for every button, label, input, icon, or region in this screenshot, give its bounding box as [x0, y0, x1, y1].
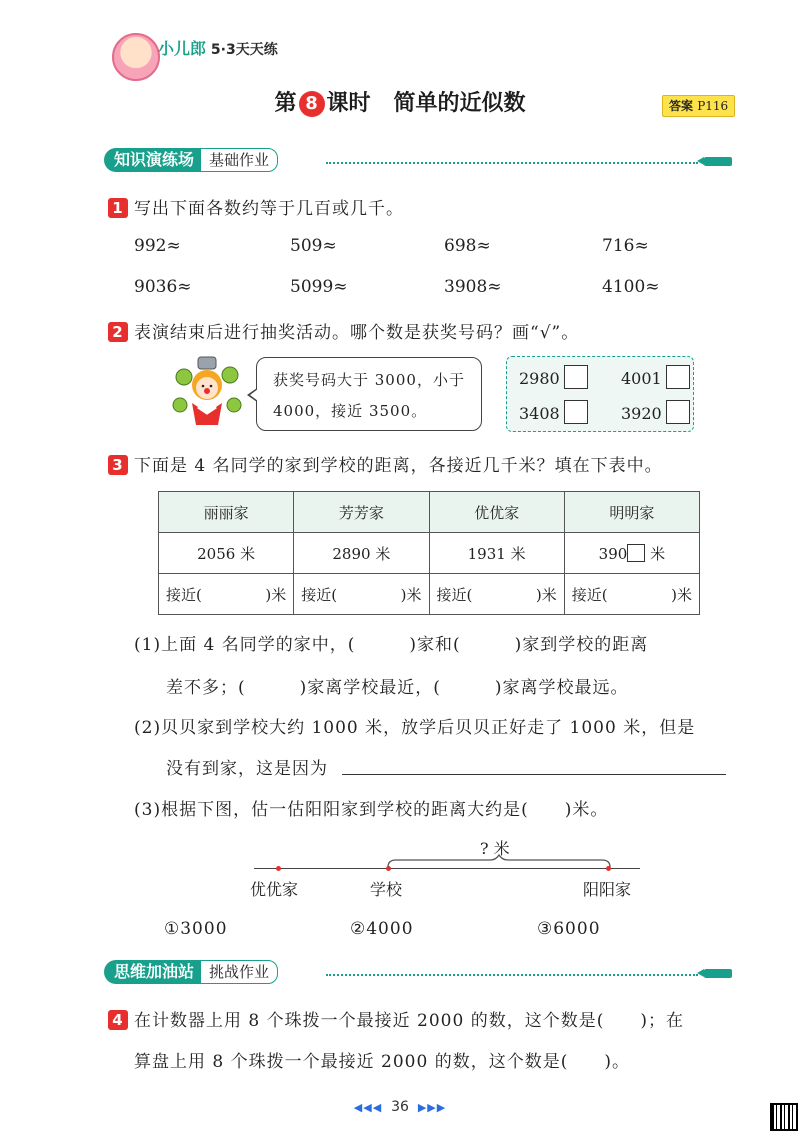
options-box: [506, 356, 694, 432]
question-number-badge: 3: [108, 455, 128, 475]
sub-question-2-line2: 没有到家，这是因为: [166, 759, 328, 779]
sub-question-3: (3)根据下图，估一估阳阳家到学校的距离大约是( )米。: [134, 800, 609, 820]
table-cell: [564, 533, 699, 574]
table-header-cell: 明明家: [564, 492, 699, 533]
section-title: 知识演练场: [104, 148, 202, 172]
approx-item: 992≈: [134, 236, 181, 256]
check-box[interactable]: [564, 365, 588, 389]
table-header-cell: 优优家: [429, 492, 564, 533]
check-box[interactable]: [564, 400, 588, 424]
table-row: [159, 533, 700, 574]
option-number: 4001: [621, 369, 662, 388]
brand-name: [158, 36, 278, 59]
section-header-basic: [104, 148, 734, 176]
choice-option[interactable]: ①3000: [164, 919, 228, 939]
choice-option[interactable]: ②4000: [350, 919, 414, 939]
option-number: 3408: [519, 404, 560, 423]
speech-bubble: [256, 357, 482, 431]
point-marker: [276, 866, 281, 871]
near-label: 接近(: [436, 585, 473, 604]
qr-code-icon: [770, 1103, 798, 1131]
brand-name-main: 小儿郎: [158, 39, 207, 58]
question-number-badge: 4: [108, 1010, 128, 1030]
option-number: 2980: [519, 369, 560, 388]
table-cell[interactable]: [429, 574, 564, 615]
option-item: [519, 400, 588, 424]
section-divider: [326, 974, 698, 976]
question-4-line2: 算盘上用 8 个珠拨一个最接近 2000 的数，这个数是( )。: [134, 1052, 630, 1072]
check-box[interactable]: [666, 400, 690, 424]
approx-item: 3908≈: [444, 277, 502, 297]
point-label: 优优家: [250, 880, 299, 899]
point-label: 学校: [370, 880, 403, 899]
question-3: [108, 451, 663, 476]
next-arrows-icon: ▶▶▶: [417, 1101, 447, 1114]
prev-arrows-icon: ◀◀◀: [353, 1101, 383, 1114]
unknown-distance-label: ? 米: [480, 839, 510, 858]
option-item: [621, 400, 690, 424]
page-number: [0, 1099, 800, 1115]
number-line: [254, 868, 640, 869]
lesson-number-badge: 8: [299, 91, 325, 117]
table-cell: 2890 米: [294, 533, 429, 574]
speech-line: 获奖号码大于 3000，小于: [273, 371, 465, 389]
answer-page: P116: [697, 99, 729, 113]
sub-question-1-line2: 差不多；( )家离学校最近，( )家离学校最远。: [166, 678, 629, 698]
table-cell[interactable]: [294, 574, 429, 615]
option-item: [519, 365, 588, 389]
section-divider: [326, 162, 698, 164]
near-label: 接近(: [166, 585, 202, 604]
sub-question-1-line1: (1)上面 4 名同学的家中，( )家和( )家到学校的距离: [134, 635, 649, 655]
distance-table: [158, 491, 700, 615]
near-label: 接近(: [301, 585, 338, 604]
table-cell[interactable]: [159, 574, 294, 615]
answer-badge: [662, 95, 735, 117]
approx-item: 716≈: [602, 236, 649, 256]
digit-box[interactable]: [627, 544, 645, 562]
pencil-icon: [704, 969, 732, 978]
near-unit: )米: [265, 585, 287, 604]
sub-question-2-line1: (2)贝贝家到学校大约 1000 米，放学后贝贝正好走了 1000 米，但是: [134, 718, 696, 738]
point-label: 阳阳家: [583, 880, 632, 899]
approx-item: 698≈: [444, 236, 491, 256]
question-text: 表演结束后进行抽奖活动。哪个数是获奖号码？画“√”。: [134, 323, 580, 343]
brand-mascot-icon: [112, 33, 160, 81]
table-cell: 1931 米: [429, 533, 564, 574]
brand-name-sub: 5·3天天练: [210, 42, 278, 58]
lesson-prefix: 第: [274, 91, 297, 116]
table-row: [159, 574, 700, 615]
question-text: 下面是 4 名同学的家到学校的距离，各接近几千米？填在下表中。: [134, 456, 663, 476]
answer-label: 答案: [669, 99, 694, 113]
near-unit: )米: [400, 585, 422, 604]
question-number-badge: 1: [108, 198, 128, 218]
page-number-value: 36: [391, 1099, 409, 1115]
table-cell: 2056 米: [159, 533, 294, 574]
speech-line: 4000，接近 3500。: [273, 402, 428, 420]
choice-option[interactable]: ③6000: [537, 919, 601, 939]
section-subtitle: 基础作业: [200, 148, 278, 172]
question-4: [108, 1006, 684, 1031]
question-2: [108, 318, 579, 343]
table-header-cell: 芳芳家: [294, 492, 429, 533]
option-number: 3920: [621, 404, 662, 423]
check-box[interactable]: [666, 365, 690, 389]
table-cell[interactable]: [564, 574, 699, 615]
near-unit: )米: [535, 585, 557, 604]
approx-item: 509≈: [290, 236, 337, 256]
lesson-title: 简单的近似数: [393, 91, 526, 116]
answer-blank-line[interactable]: [342, 774, 726, 775]
approx-item: 4100≈: [602, 277, 660, 297]
section-header-challenge: [104, 960, 734, 988]
partial-number: 390: [598, 544, 628, 563]
table-header-cell: 丽丽家: [159, 492, 294, 533]
option-item: [621, 365, 690, 389]
approx-item: 9036≈: [134, 277, 192, 297]
question-number-badge: 2: [108, 322, 128, 342]
question-text: 写出下面各数约等于几百或几千。: [134, 199, 404, 219]
table-header-row: [159, 492, 700, 533]
section-subtitle: 挑战作业: [200, 960, 278, 984]
question-1: [108, 194, 404, 219]
near-label: 接近(: [571, 585, 608, 604]
section-title: 思维加油站: [104, 960, 202, 984]
pencil-icon: [704, 157, 732, 166]
near-unit: )米: [671, 585, 692, 604]
approx-item: 5099≈: [290, 277, 348, 297]
lesson-suffix: 课时: [326, 91, 371, 116]
clown-illustration: [172, 355, 242, 427]
unit-label: 米: [650, 544, 666, 563]
question-text-line1: 在计数器上用 8 个珠拨一个最接近 2000 的数，这个数是( )；在: [134, 1011, 684, 1031]
